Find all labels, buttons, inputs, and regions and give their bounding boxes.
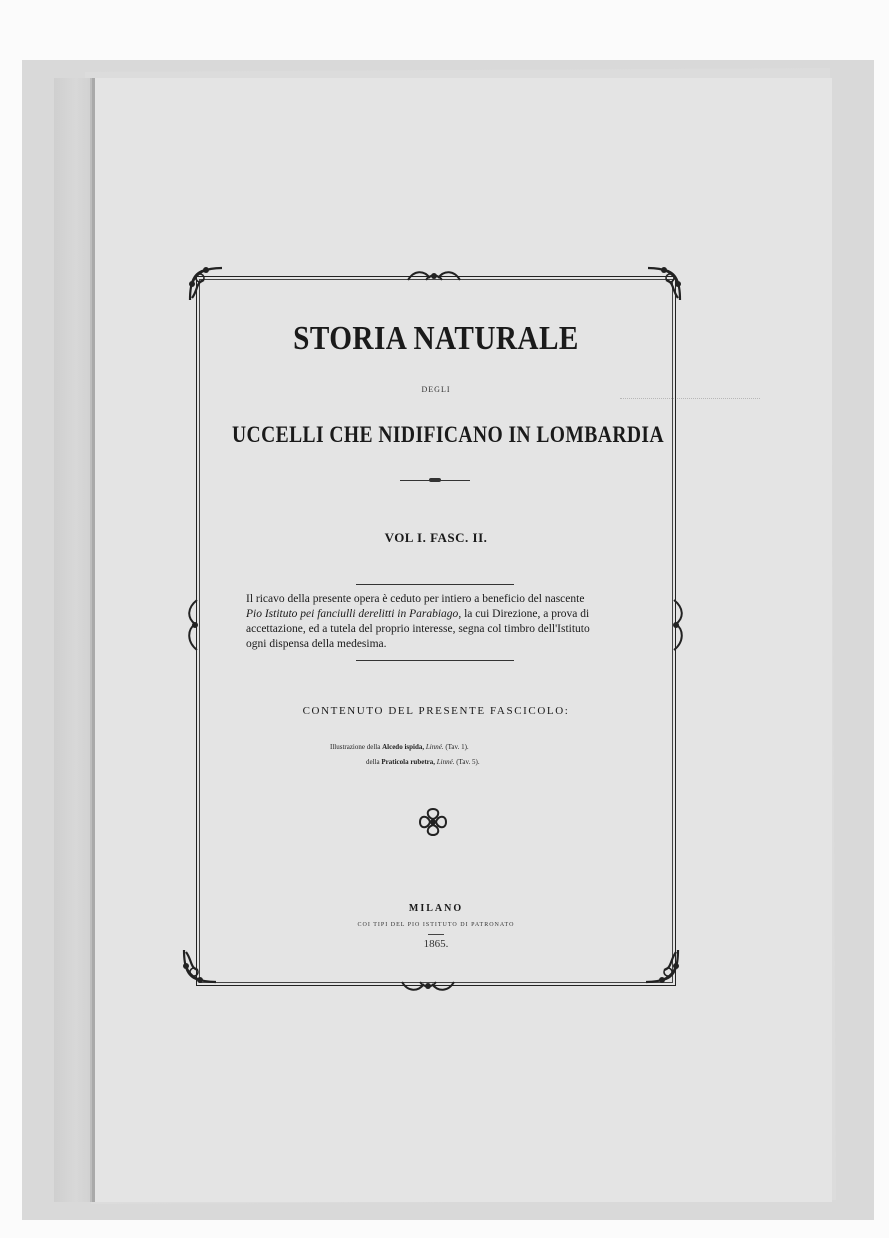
title-connector: DEGLI — [421, 385, 451, 394]
imprint-year: 1865. — [423, 938, 449, 950]
contents-item — [366, 758, 480, 766]
notice-line-3: accettazione, ed a tutela del proprio interesse, segna col timbro dell'Istituto — [246, 623, 590, 635]
floral-vignette — [414, 803, 452, 841]
corner-ornament-bottom-right — [640, 944, 684, 988]
contents-item-prefix: della — [366, 758, 380, 766]
notice-bottom-rule — [356, 660, 514, 661]
institute-name: Pio Istituto pei fanciulli derelitti in Parabiago — [246, 608, 459, 620]
volume-label: VOL I. FASC. II. — [384, 530, 488, 545]
contents-item — [330, 743, 469, 751]
imprint-printer: COI TIPI DEL PIO ISTITUTO DI PATRONATO — [357, 922, 515, 928]
contents-item-species: Praticola rubetra, — [381, 758, 436, 766]
notice-line-4: ogni dispensa della medesima. — [246, 638, 387, 650]
ornament-right-center — [668, 596, 686, 654]
contents-item-author: Linné. — [425, 743, 444, 751]
dedication-notice — [246, 592, 632, 652]
page-spine — [92, 78, 95, 1202]
contents-item-plate: (Tav. 5). — [456, 758, 480, 766]
imprint-city: MILANO — [408, 903, 464, 914]
page-subtitle: UCCELLI CHE NIDIFICANO IN LOMBARDIA — [232, 422, 664, 447]
contents-item-plate: (Tav. 1). — [445, 743, 469, 751]
notice-line-2 — [246, 607, 632, 622]
ornament-top-center — [404, 266, 464, 286]
corner-ornament-bottom-left — [178, 944, 222, 988]
corner-ornament-top-left — [184, 262, 228, 306]
corner-ornament-top-right — [642, 262, 686, 306]
imprint-rule — [428, 934, 444, 935]
contents-heading: CONTENUTO DEL PRESENTE FASCICOLO: — [302, 705, 570, 717]
ornament-left-center — [185, 596, 203, 654]
ornament-bottom-center — [398, 976, 458, 996]
contents-item-prefix: Illustrazione della — [330, 743, 381, 751]
notice-line-1: Il ricavo della presente opera è ceduto per intiero a beneficio del nascente — [246, 593, 585, 605]
contents-item-author: Linné. — [436, 758, 455, 766]
notice-top-rule — [356, 584, 514, 585]
stacked-pages-edge — [54, 78, 90, 1202]
notice-line-2-rest: , la cui Direzione, a prova di — [458, 608, 590, 620]
page-title: STORIA NATURALE — [293, 320, 579, 357]
title-divider-ornament — [429, 478, 441, 482]
contents-item-species: Alcedo ispida, — [382, 743, 425, 751]
